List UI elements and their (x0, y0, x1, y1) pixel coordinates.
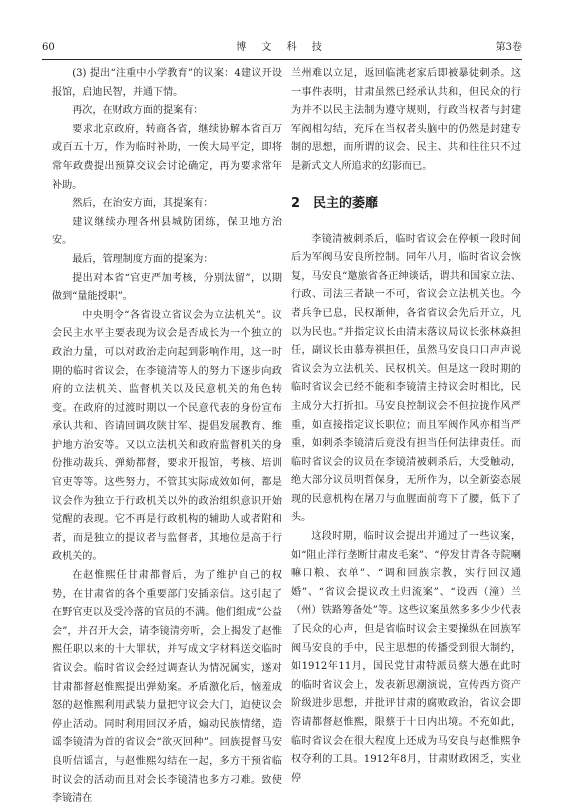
journal-name: 博 文 科 技 (236, 42, 328, 53)
right-column-top (291, 65, 521, 177)
paragraph: 兰州难以立足，返回临洮老家后即被暴徒刺杀。这一事件表明，甘肃虽然已经承认共和，但民众的行为并不以民主法制为遵守规则，行政当权者与封建军阀相勾结，充斥在当权者头脑中的仍然是封建专制的思想，而所谓的议会、民主、共和往往只不过是新式文人所追求的幻影而已。 (291, 68, 521, 172)
paragraph: 建议继续办理各州县城防团练，保卫地方治安。 (52, 216, 282, 247)
right-column-bottom (291, 231, 521, 789)
header-rule (42, 59, 522, 60)
paragraph: 然后，在治安方面，其提案有： (72, 198, 214, 210)
paragraph: 最后，管理制度方面的提案为： (72, 253, 214, 265)
running-header (42, 40, 522, 56)
paragraph: (3) 提出“注重中小学教育”的议案：4建议开设报馆，启迪民智，并通下情。 (52, 68, 282, 98)
paragraph: 再次，在财政方面的提案有： (72, 105, 204, 117)
paragraph: 要求北京政府，转商各省，继续协解本省百万或百五十万，作为临时补助，一俟大局平定，即将常年政费提出预算交议会讨论确定，再为要求常年补助。 (52, 123, 282, 191)
left-column (52, 65, 282, 809)
volume-label: 第3卷 (495, 42, 522, 53)
paragraph: 李镜清被刺杀后，临时省议会在停顿一段时间后为军阀马安良所控制。同年八月，临时省议会恢复，马安良“邀旅省各正绅谈话，谓共和国家立法、行政、司法三者缺一不可，省议会立法机关也。今者兵争已息，民权渐伸，各省省议会先后开立，凡以为民也。”并指定议长由清末落议局议长张林焱担任，副议长由慕寿祺担任，虽然马安良口口声声说省议会为立法机关、民权机关。但是这一段时期的临时省议会已经不能和李镜清主持议会时相比，民主成分大打折扣。马安良控制议会不但拉拢作风严重，如直接指定议长职位；而且军阀作风亦相当严重，如刺杀李镜清后竟没有担当任何法律责任。而临时省议会的议员在李镜清被刺杀后，大受触动，绝大部分议员明哲保身，无所作为，以全新姿态展现的民意机构在屠刀与血腥面前弯下了腰，低下了头。 (291, 233, 521, 524)
paragraph: 这段时期，临时议会提出并通过了一些议案，如“阻止洋行垄断甘肃皮毛案”、“停发甘青各寺院喇嘛口粮、衣单”、“调和回族宗教，实行回汉通婚”、“省议会提议改土归流案”、“设西（潼）兰（州）铁路筹备处”等。这些议案虽然多多少少代表了民众的心声，但是省临时议会主要操纵在回族军阀马安良的手中，民主思想的传播受到很大制约，如1912年11月，国民党甘肃特派员蔡大愚在此时的临时省议会上，发表新思潮演说，宣传西方资产阶级进步思想，并批评甘肃的腐败政治，省议会即咨请都督赵惟熙，限蔡于十日内出境。不充如此，临时省议会在很大程度上还成为马安良与赵惟熙争权夺利的工具。1912年8月，甘肃财政困乏，实业停 (291, 531, 521, 784)
right-column (291, 65, 521, 788)
section-title: 民主的萎靡 (313, 195, 379, 211)
paragraph: 中央明令“各省设立省议会为立法机关”。议会民主水平主要表现为议会是否成长为一个独立的政治力量，可以对政治走向起到影响作用，这一时期的临时省议会，在李镜清等人的努力下逐步向政府的立法机关、监督机关以及民意机关的角色转变。在政府的过渡时期以一个民意代表的身份宣布承认共和、咨请回调攻陕甘军、提倡发展教育、维护地方治安等。又以立法机关和政府监督机关的身份推动裁兵、弹劾都督，要求开报馆，考核、培训官吏等等。这些努力，不管其实际成效如何，都是议会作为独立于行政机关以外的政治组织意识开始觉醒的表现。它不再是行政机构的辅助人或者附和者，而是独立的提议者与监督者，其地位是高于行政机关的。 (52, 309, 282, 563)
paragraph: 在赵惟熙任甘肃都督后，为了维护自己的权势，在甘肃省的各个重要部门安插亲信。这引起了在野官吏以及受冷落的官员的不满。他们组成“公益会”，并召开大会，请李镜清旁听，会上揭发了赵惟熙任职以来的十大罪状，并写成文字材料送交临时省议会。临时省议会经过调查认为情况属实，遂对甘肃都督赵惟熙提出弹劾案。矛盾激化后，恼羞成怒的赵惟熙利用武装力量把守议会大门，迫使议会停止活动。同时利用回汉矛盾，煽动民族情绪，造谣李镜清为首的省议会“欲灭回种”。回族提督马安良听信谣言，与赵惟熙勾结在一起，多方干预省临时议会的活动而且对会长李镜清也多方刁难。致使李镜清在 (52, 570, 282, 805)
section-heading (291, 195, 521, 213)
section-number: 2 (291, 195, 301, 211)
paragraph: 提出对本省“官吏严加考核，分别汰留”，以期做到“量能授职”。 (52, 272, 282, 303)
page-number: 60 (42, 42, 55, 53)
